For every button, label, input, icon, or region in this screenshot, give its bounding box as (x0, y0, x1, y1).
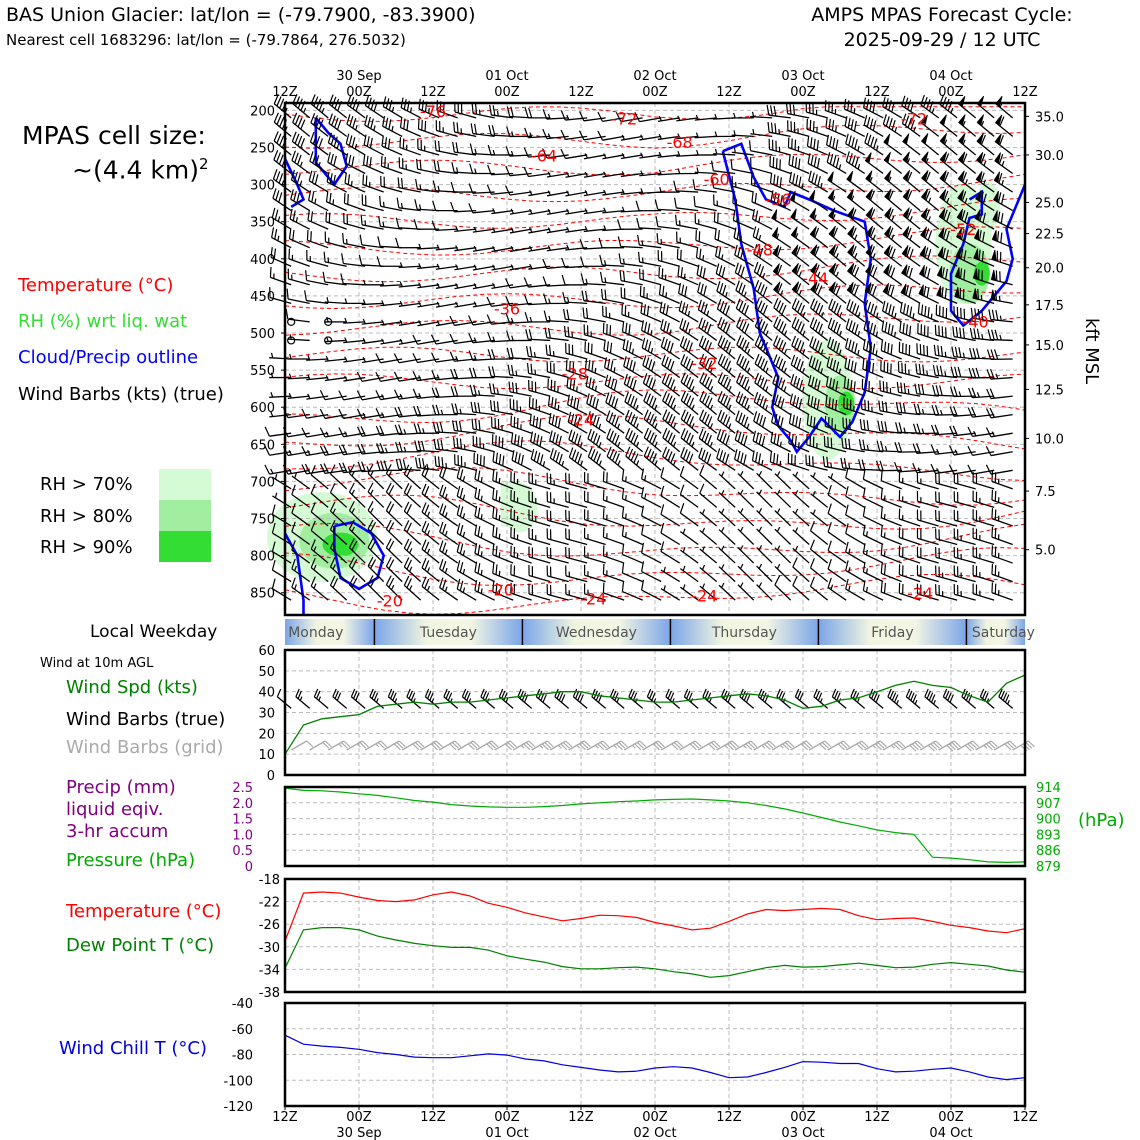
barb-feather (992, 471, 993, 481)
barb-feather (418, 119, 419, 129)
barb-feather (265, 427, 269, 436)
top-hour-tick: 00Z (494, 85, 520, 100)
barb-feather (425, 121, 426, 131)
barb-feather (385, 157, 386, 167)
barb-feather (279, 192, 282, 202)
barb-half-feather (481, 496, 482, 501)
barb-half-feather (420, 185, 421, 190)
temperature-contour-label: -44 (802, 268, 829, 288)
pressure-tick-label: 250 (250, 141, 275, 157)
barb-feather (992, 490, 993, 500)
barb-half-feather (626, 532, 627, 537)
barb-feather (995, 472, 996, 482)
barb-feather (277, 152, 281, 162)
pressure-tick-label: 500 (250, 327, 275, 343)
barb-half-feather (867, 568, 868, 573)
temperature-contour-label: -48 (746, 240, 773, 260)
wind-tick-label: 50 (258, 664, 275, 680)
barb-half-feather (271, 469, 273, 474)
barb-half-feather (684, 274, 685, 279)
temperature-contour-label: -64 (530, 146, 558, 166)
barb-half-feather (535, 370, 536, 375)
barb-feather (270, 267, 271, 277)
barb-feather (280, 117, 284, 126)
barb-feather (992, 527, 993, 537)
barb-half-feather (271, 392, 273, 397)
temperature-contour-label: -56 (765, 190, 792, 210)
temperature-contour-label: -20 (376, 591, 403, 611)
top-date-tick: 01 Oct (485, 69, 529, 84)
top-hour-tick: 12Z (272, 85, 298, 100)
pressure-tick-label: 200 (250, 104, 275, 120)
top-hour-tick: 12Z (568, 85, 594, 100)
barb-half-feather (481, 570, 482, 575)
barb-half-feather (799, 442, 800, 447)
barb-half-feather (401, 203, 402, 208)
pressure-tick-label: 850 (250, 586, 275, 602)
barb-half-feather (446, 463, 447, 468)
barb-half-feather (278, 236, 279, 241)
barb-half-feather (666, 292, 667, 297)
barb-half-feather (780, 442, 781, 447)
top-hour-tick: 00Z (346, 85, 372, 100)
barb-half-feather (817, 424, 818, 429)
barb-half-feather (931, 314, 932, 319)
barb-half-feather (351, 181, 352, 186)
top-hour-tick: 00Z (938, 85, 964, 100)
barb-feather (307, 741, 313, 747)
barb-half-feather (481, 477, 482, 482)
top-hour-tick: 00Z (790, 85, 816, 100)
temperature-contour-label: -52 (950, 219, 977, 239)
barb-feather (992, 545, 993, 555)
top-date-tick: 30 Sep (336, 69, 382, 84)
barb-feather (277, 689, 280, 697)
barb-half-feather (272, 353, 273, 358)
temperature-contour-label: -60 (703, 170, 730, 190)
barb-half-feather (999, 296, 1000, 301)
barb-half-feather (867, 531, 868, 536)
kft-tick-label: 17.5 (1035, 298, 1064, 314)
barb-half-feather (836, 127, 837, 132)
barb-half-feather (626, 495, 627, 500)
pressure-tick-label: 350 (250, 215, 275, 231)
temperature-contour-label: -68 (666, 133, 693, 153)
pressure-tick-label: 550 (250, 364, 275, 380)
barb-half-feather (383, 222, 384, 227)
top-date-tick: 03 Oct (781, 69, 825, 84)
top-hour-tick: 12Z (864, 85, 890, 100)
pressure-tick-label: 650 (250, 438, 275, 454)
barb-feather (277, 115, 281, 124)
barb-half-feather (908, 389, 909, 394)
barb-half-feather (558, 405, 559, 410)
pressure-tick-label: 600 (250, 401, 275, 417)
top-hour-tick: 12Z (1012, 85, 1038, 100)
kft-tick-label: 22.5 (1035, 227, 1064, 243)
barb-half-feather (497, 111, 498, 116)
barb-half-feather (464, 444, 465, 449)
temperature-contour-label: -24 (691, 586, 718, 606)
pressure-tick-label: 450 (250, 289, 275, 305)
barb-half-feather (553, 351, 554, 356)
kft-tick-label: 5.0 (1035, 543, 1056, 559)
barb-feather (265, 465, 270, 474)
temperature-contour-label: -24 (907, 584, 934, 604)
barb-half-feather (275, 474, 276, 479)
barb-half-feather (278, 216, 279, 221)
barb-feather (329, 213, 330, 223)
barb-half-feather (481, 588, 482, 593)
weekday-name: Saturday (971, 625, 1035, 641)
pressure-tick-label: 300 (250, 178, 275, 194)
barb-half-feather (661, 239, 662, 244)
pressure-tick-label: 800 (250, 549, 275, 565)
wind-tick-label: 0 (266, 769, 275, 784)
barb-feather (274, 131, 278, 141)
barb-feather (280, 99, 284, 109)
kft-tick-label: 20.0 (1035, 261, 1064, 277)
barb-feather (279, 173, 282, 183)
kft-tick-label: 35.0 (1035, 110, 1064, 126)
temperature-contour-label: -40 (962, 312, 989, 332)
barb-feather (275, 210, 278, 220)
kft-tick-label: 12.5 (1035, 383, 1064, 399)
barb-half-feather (780, 461, 781, 466)
barb-feather (348, 194, 349, 204)
barb-feather (280, 136, 284, 146)
barb-half-feather (595, 368, 596, 373)
barb-half-feather (577, 386, 578, 391)
barb-half-feather (945, 352, 946, 357)
barb-feather (992, 508, 993, 518)
barb-feather (995, 528, 996, 538)
temperature-contour-label: -24 (580, 589, 607, 609)
barb-half-feather (895, 332, 896, 337)
barb-half-feather (481, 514, 482, 519)
barb-half-feather (572, 332, 573, 337)
weekday-bar (285, 619, 1035, 645)
wind-tick-label: 40 (258, 685, 275, 701)
barb-feather (995, 491, 996, 501)
barb-feather (381, 156, 382, 166)
weekday-name: Monday (288, 625, 344, 641)
barb-half-feather (779, 129, 780, 134)
barb-half-feather (643, 258, 644, 263)
barb-half-feather (626, 476, 627, 481)
kft-tick-label: 7.5 (1035, 485, 1056, 501)
top-date-tick: 04 Oct (929, 69, 973, 84)
barb-feather (995, 509, 996, 519)
barb-feather (992, 582, 993, 592)
barb-feather (403, 138, 404, 148)
pressure-tick-label: 400 (250, 252, 275, 268)
temperature-contour-label: -24 (567, 410, 595, 430)
barb-half-feather (867, 550, 868, 555)
barb-feather (277, 134, 281, 144)
top-hour-tick: 12Z (420, 85, 446, 100)
kft-tick-label: 30.0 (1035, 148, 1064, 164)
pressure-tick-label: 700 (250, 475, 275, 491)
barb-half-feather (481, 551, 482, 556)
cross-section-panel (250, 69, 1064, 615)
barb-feather (366, 176, 367, 186)
kft-tick-label: 15.0 (1035, 338, 1064, 354)
barb-feather (289, 249, 290, 259)
kft-tick-label: 25.0 (1035, 196, 1064, 212)
barb-half-feather (831, 463, 832, 468)
kft-tick-label: 10.0 (1035, 432, 1064, 448)
barb-feather (276, 171, 279, 181)
temperature-contour-label: -72 (900, 109, 928, 129)
temperature-contour-label: -20 (487, 580, 514, 600)
barb-feather (311, 231, 312, 241)
barb-half-feather (481, 533, 482, 538)
barb-half-feather (333, 199, 334, 204)
barb-feather (995, 547, 996, 557)
wind-tick-label: 30 (258, 706, 275, 722)
barb-feather (275, 229, 277, 239)
barb-feather (307, 230, 308, 240)
temperature-contour-label: -76 (419, 101, 447, 121)
barb-half-feather (876, 350, 877, 355)
wind-tick-label: 20 (258, 727, 275, 743)
top-hour-tick: 12Z (716, 85, 742, 100)
barb-feather (276, 190, 279, 200)
barb-feather (344, 193, 345, 203)
wind-tick-label: 60 (258, 644, 275, 659)
weekday-name: Friday (871, 625, 914, 641)
barb-half-feather (626, 514, 627, 519)
weekday-name: Tuesday (419, 625, 477, 641)
wind-tick-label: 10 (258, 748, 275, 764)
wind10m-panel (258, 644, 1034, 784)
barb-staff (291, 741, 307, 750)
barb-half-feather (913, 313, 914, 318)
barb-feather (279, 155, 283, 165)
barb-feather (995, 584, 996, 594)
temperature-contour-label: -36 (493, 299, 521, 319)
barb-half-feather (703, 255, 704, 260)
barb-half-feather (927, 370, 928, 375)
wind-barb-grid (291, 741, 313, 750)
barb-feather (422, 120, 423, 130)
barb-feather (363, 174, 364, 184)
barb-half-feather (867, 587, 868, 592)
barb-half-feather (275, 493, 276, 498)
barb-feather (273, 169, 276, 179)
barb-feather (400, 137, 401, 147)
barb-half-feather (762, 460, 763, 465)
top-date-tick: 02 Oct (633, 69, 677, 84)
barb-feather (992, 564, 993, 574)
top-hour-tick: 00Z (642, 85, 668, 100)
barb-feather (326, 211, 327, 221)
temperature-contour-label: -28 (561, 364, 588, 384)
weekday-name: Thursday (711, 625, 777, 641)
barb-half-feather (854, 108, 855, 113)
temperature-contour-label: -72 (611, 109, 638, 129)
barb-feather (995, 565, 996, 575)
pressure-tick-label: 750 (250, 512, 275, 528)
weekday-name: Wednesday (555, 625, 637, 641)
barb-half-feather (680, 220, 681, 225)
temperature-contour-label: -32 (691, 354, 718, 374)
